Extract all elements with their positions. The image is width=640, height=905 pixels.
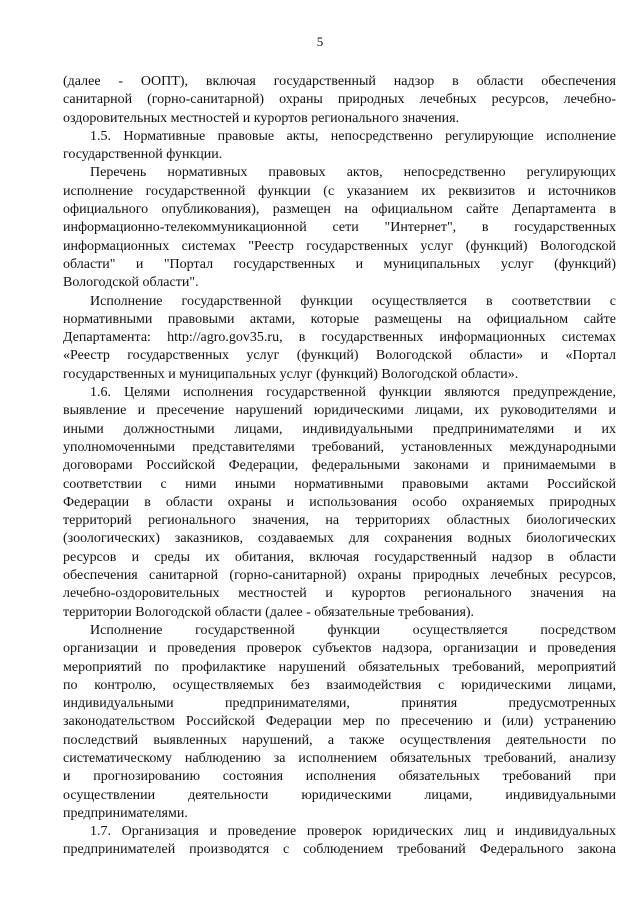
- text-line: области" и "Портал государственных и муниципальных услуг (функций): [63, 256, 616, 272]
- text-line: законодательством Российской Федерации мер по пресечению и (или) устранению: [63, 714, 616, 730]
- text-line: обеспечения санитарной (горно-санитарной) охраны природных лечебных ресурсов,: [63, 568, 616, 584]
- text-line: выявление и пресечение нарушений юридическими лицами, их руководителями и: [63, 403, 616, 419]
- text-line: (далее - ООПТ), включая государственный надзор в области обеспечения: [63, 74, 616, 89]
- text-line: иными должностными лицами, индивидуальными предпринимателями и их: [63, 421, 616, 437]
- text-line: предпринимателей производятся с соблюдением требований Федерального закона: [63, 842, 616, 858]
- text-line: (зоологических) заказников, создаваемых для сохранения водных биологических: [63, 531, 616, 547]
- text-line: нормативными правовыми актами, которые размещены на официальном сайте: [63, 311, 616, 327]
- text-line: договорами Российской Федерации, федеральными законами и принимаемыми в: [63, 458, 616, 474]
- text-line: последствий выявленных нарушений, а также осуществления деятельности по: [63, 732, 616, 748]
- text-line: лечебно-оздоровительных местностей и курортов регионального значения на: [63, 586, 616, 602]
- text-line: Вологодской области".: [63, 275, 199, 291]
- text-line: индивидуальными предпринимателями, принятия предусмотренных: [63, 696, 616, 712]
- text-line: информационных системах "Реестр государственных услуг (функций) Вологодской: [63, 238, 616, 254]
- text-line: информационно-телекоммуникационной сети "Интернет", в государственных: [63, 220, 616, 236]
- text-line: предпринимателями.: [63, 805, 188, 821]
- text-line: уполномоченными представителями требований, установленных международными: [63, 439, 616, 455]
- text-line: территорий регионального значения, на территориях областных биологических: [63, 513, 616, 529]
- document-body: [63, 73, 616, 860]
- text-line: Перечень нормативных правовых актов, непосредственно регулирующих: [90, 165, 616, 181]
- text-line: ресурсов и среды их обитания, включая государственный надзор в области: [63, 549, 616, 565]
- text-line: 1.6. Целями исполнения государственной функции являются предупреждение,: [90, 385, 616, 401]
- text-line: 1.5. Нормативные правовые акты, непосредственно регулирующие исполнение: [90, 128, 616, 144]
- text-line: Исполнение государственной функции осуществляется посредством: [90, 622, 616, 638]
- text-line: Департамента: http://agro.gov35.ru, в государственных информационных системах: [63, 330, 616, 346]
- text-line: исполнение государственной функции (с указанием их реквизитов и источников: [63, 183, 616, 199]
- text-line: оздоровительных местностей и курортов регионального значения.: [63, 110, 460, 126]
- text-line: 1.7. Организация и проведение проверок юридических лиц и индивидуальных: [90, 824, 616, 840]
- text-line: «Реестр государственных услуг (функций) Вологодской области» и «Портал: [63, 348, 616, 364]
- text-line: государственных и муниципальных услуг (функций) Вологодской области».: [63, 366, 519, 382]
- page-number: 5: [316, 34, 324, 49]
- text-line: официального опубликования), размещен на официальном сайте Департамента в: [63, 202, 616, 218]
- text-line: систематическому наблюдению за исполнением обязательных требований, анализу: [63, 750, 616, 766]
- text-line: по контролю, осуществляемых без взаимодействия с юридическими лицами,: [63, 677, 616, 693]
- text-line: государственной функции.: [63, 147, 223, 163]
- text-line: организации и проведения проверок субъектов надзора, организации и проведения: [63, 641, 616, 657]
- text-line: Исполнение государственной функции осуществляется в соответствии с: [90, 293, 616, 309]
- text-line: территории Вологодской области (далее - обязательные требования).: [63, 604, 475, 620]
- text-line: соответствии с ними иными нормативными правовыми актами Российской: [63, 476, 616, 492]
- text-line: осуществлении деятельности юридическими лицами, индивидуальными: [63, 787, 616, 803]
- text-line: и прогнозированию состояния исполнения обязательных требований при: [63, 769, 616, 785]
- text-line: Федерации в области охраны и использования особо охраняемых природных: [63, 494, 616, 510]
- text-line: мероприятий по профилактике нарушений обязательных требований, мероприятий: [63, 659, 616, 675]
- text-line: санитарной (горно-санитарной) охраны природных лечебных ресурсов, лечебно-: [63, 92, 616, 108]
